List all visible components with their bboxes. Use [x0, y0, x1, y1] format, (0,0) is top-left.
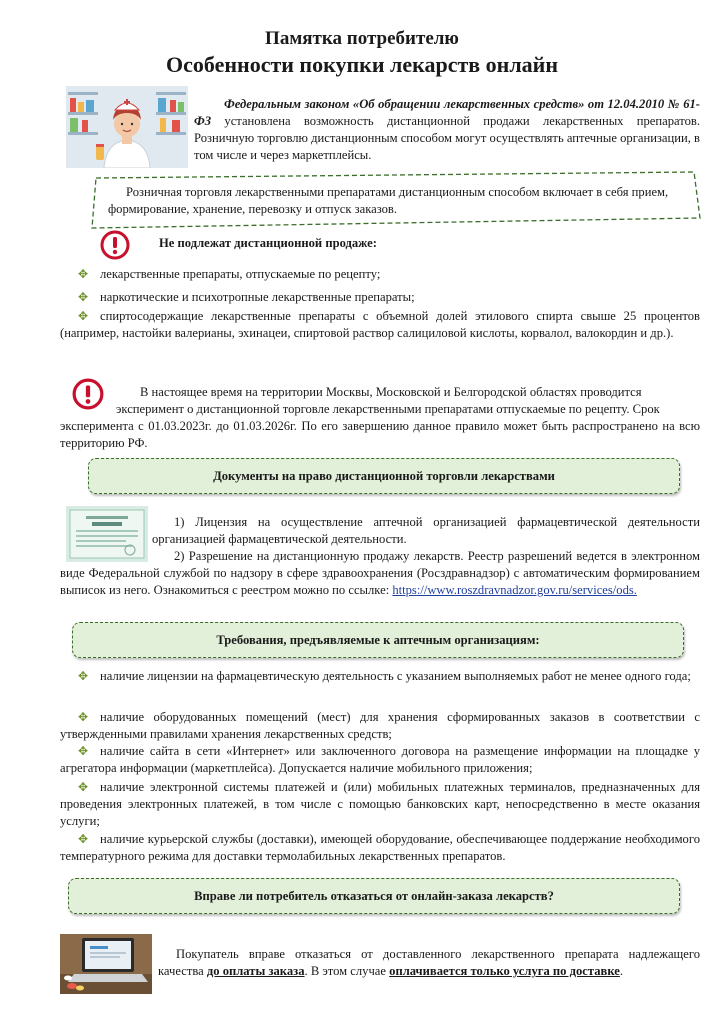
list-item: ✥ наличие курьерской службы (доставки), имеющей оборудование, обеспечивающее поддержание необходимого температурного режима для доставки термолабильных лекарственных препаратов.	[60, 832, 700, 863]
four-diamond-bullet-icon: ✥	[78, 832, 89, 846]
experiment-paragraph	[60, 384, 700, 452]
page-subtitle: Особенности покупки лекарств онлайн	[165, 52, 559, 77]
list-item: ✥ лекарственные препараты, отпускаемые по рецепту;	[78, 267, 381, 281]
exclamation-circle-icon	[100, 230, 130, 260]
documents-list	[60, 514, 700, 599]
experiment-rest: эксперимента с 01.03.2023г. до 01.03.2026г. По его завершению данное правило может быть распространено на всю территорию РФ.	[60, 419, 700, 450]
four-diamond-bullet-icon: ✥	[78, 267, 89, 281]
document-item-permit: 2) Разрешение на дистанционную продажу лекарств. Реестр разрешений ведется в электронном виде Федеральной службой по надзору в сфере здравоохранения (Росздравнадзор) с автоматическим формированием выписок из него. Ознакомиться с реестром можно по ссылке: https://www.roszdravnadzor.gov.ru/services/ods.	[60, 549, 700, 597]
not-allowed-heading: Не подлежат дистанционной продаже:	[159, 236, 377, 250]
four-diamond-bullet-icon: ✥	[78, 669, 89, 683]
list-item: ✥ наличие лицензии на фармацевтическую деятельность с указанием выполняемых работ не менее одного года;	[78, 669, 691, 683]
laptop-illustration	[60, 934, 152, 994]
before-payment-emphasis: до оплаты заказа	[206, 964, 305, 978]
four-diamond-bullet-icon: ✥	[78, 780, 89, 794]
list-item: ✥ наличие оборудованных помещений (мест) для хранения сформированных заказов в соответствии с утвержденными правилами хранения лекарственных средств;	[60, 710, 700, 741]
documents-heading: Документы на право дистанционной торговли лекарствами	[88, 458, 680, 494]
refusal-paragraph: Покупатель вправе отказаться от доставленного лекарственного препарата надлежащего качества до оплаты заказа. В этом случае оплачивается только услуга по доставке.	[158, 947, 700, 978]
list-item: ✥ наркотические и психотропные лекарственные препараты;	[78, 290, 415, 304]
intro-paragraph	[194, 96, 700, 164]
definition-text: Розничная торговля лекарственными препаратами дистанционным способом включает в себя прием, формирование, хранение, перевозку и отпуск заказов.	[108, 185, 669, 216]
list-item: ✥ наличие электронной системы платежей и (или) мобильных платежных терминалов, предназначенных для проведения электронных платежей, в том числе с помощью банковских карт, непосредственно в месте оказания услуги;	[60, 780, 700, 828]
four-diamond-bullet-icon: ✥	[78, 290, 89, 304]
page-title: Памятка потребителю	[265, 28, 459, 49]
experiment-line-2: эксперимент о дистанционной торговле лекарственными препаратами отпускаемые по рецепту. Срок	[116, 402, 660, 416]
four-diamond-bullet-icon: ✥	[78, 744, 89, 758]
pharmacist-illustration	[66, 86, 188, 168]
refusal-heading: Вправе ли потребитель отказаться от онлайн-заказа лекарств?	[68, 878, 680, 914]
intro-text: установлена возможность дистанционной продажи лекарственных препаратов. Розничную торговлю дистанционным способом могут осуществлять аптечные организации, в том числе и через маркетплейсы.	[194, 114, 700, 162]
document-item-license: 1) Лицензия на осуществление аптечной организацией фармацевтической деятельности организацией фармацевтической деятельности.	[152, 515, 700, 546]
requirements-heading: Требования, предъявляемые к аптечным организациям:	[72, 622, 684, 658]
four-diamond-bullet-icon: ✥	[78, 309, 89, 323]
list-item: ✥ спиртосодержащие лекарственные препараты с объемной долей этилового спирта свыше 25 процентов (например, настойки валерианы, эхинацеи, спиртовой раствор салициловой кислоты, корвалол, валокордин и др.).	[60, 309, 700, 340]
law-reference: Федеральным законом «Об обращении лекарственных средств» от 12.04.2010 № 61-ФЗ	[194, 97, 700, 128]
registry-link[interactable]: https://www.roszdravnadzor.gov.ru/services/ods.	[392, 583, 637, 597]
four-diamond-bullet-icon: ✥	[78, 710, 89, 724]
experiment-line-1: В настоящее время на территории Москвы, Московской и Белгородской областях проводится	[140, 385, 642, 399]
list-item: ✥ наличие сайта в сети «Интернет» или заключенного договора на размещение информации на площадке у агрегатора информации (маркетплейса). Допускается наличие мобильного приложения;	[60, 744, 700, 775]
delivery-only-emphasis: оплачивается только услуга по доставке	[389, 964, 620, 978]
